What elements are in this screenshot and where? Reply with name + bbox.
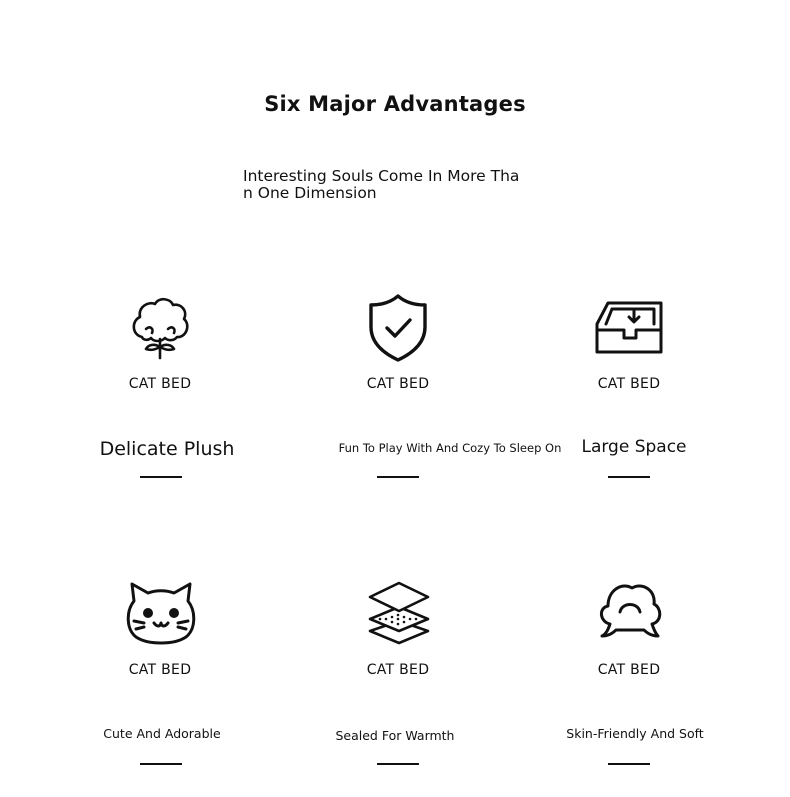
item-caption: CAT BED — [597, 662, 661, 678]
cloud-icon — [596, 580, 664, 640]
item-feature: Skin-Friendly And Soft — [566, 726, 704, 741]
item-caption: CAT BED — [597, 376, 661, 392]
page-subtitle: Interesting Souls Come In More Than One Dimension — [243, 167, 520, 202]
divider — [608, 476, 650, 478]
page-title: Six Major Advantages — [264, 92, 526, 116]
divider — [377, 763, 419, 765]
item-feature: Large Space — [581, 437, 687, 457]
cat-face-icon — [124, 581, 198, 645]
item-feature: Delicate Plush — [99, 438, 235, 460]
divider — [608, 763, 650, 765]
item-caption: CAT BED — [128, 662, 192, 678]
layers-icon — [366, 581, 432, 645]
divider — [140, 763, 182, 765]
shield-check-icon — [368, 293, 428, 363]
divider — [377, 476, 419, 478]
item-feature: Fun To Play With And Cozy To Sleep On — [338, 441, 562, 455]
item-caption: CAT BED — [366, 662, 430, 678]
item-caption: CAT BED — [128, 376, 192, 392]
cotton-icon — [128, 295, 192, 361]
item-feature: Sealed For Warmth — [335, 728, 455, 743]
item-feature: Cute And Adorable — [103, 726, 221, 741]
item-caption: CAT BED — [366, 376, 430, 392]
divider — [140, 476, 182, 478]
box-download-icon — [594, 300, 666, 356]
